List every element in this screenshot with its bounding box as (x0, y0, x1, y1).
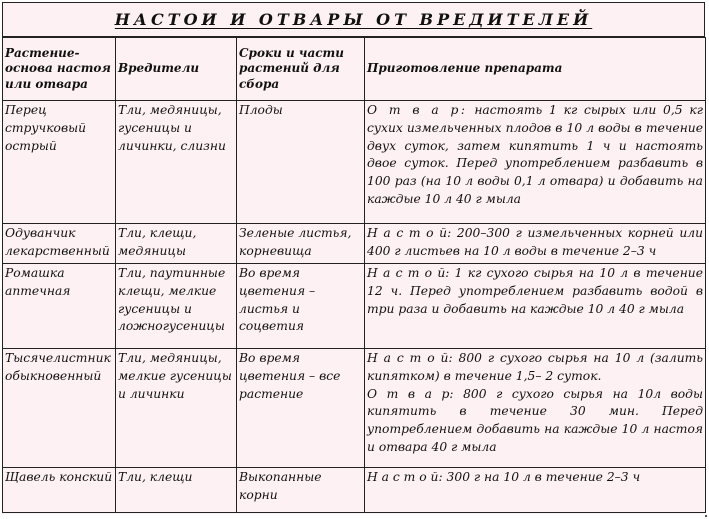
cell-pests: Тли, паутинные клещи, мелкие гусеницы и ложногусеницы (116, 264, 237, 349)
cell-preparation (365, 264, 706, 349)
cell-pests: Тли, клещи (116, 468, 237, 513)
cell-harvest: Во время цветения – листья и соцветия (237, 264, 365, 349)
corner-mark (705, 515, 707, 517)
prep-text: настоять 1 кг сырых или 0,5 кг сухих измельченных плодов в 10 л воды в течение двух суток, затем кипятить 1 ч и настоять двое суток. Перед употреблением разбавить в 100 раз (на 10 л воды 0,1 л отвара) и добавить на каждые 10 л 40 г мыла (367, 103, 703, 206)
cell-plant: Перец стручковый острый (3, 101, 116, 224)
prep-text: 800 г сухого сырья на 10 л (залить кипятком) в течение 1,5– 2 суток. (367, 351, 703, 383)
cell-plant: Щавель конский (3, 468, 116, 513)
prep-text: 200–300 г измельченных корней или 400 г листьев на 10 л воды в течение 2–3 ч (367, 226, 703, 258)
page-title: НАСТОИ И ОТВАРЫ ОТ ВРЕДИТЕЛЕЙ (114, 10, 593, 29)
cell-plant: Тысячелистник обыкновенный (3, 349, 116, 468)
prep-label: Н а с т о й: (367, 470, 443, 484)
table-header-row (3, 38, 706, 101)
prep-text-2: 800 г сухого сырья на 10л воды кипятить в течение 30 мин. Перед употреблением добавить на каждые 10 л настоя и отвара 40 г мыла (367, 386, 703, 454)
title-box (2, 2, 705, 37)
cell-preparation (365, 468, 706, 513)
column-header-harvest: Сроки и части растений для сбора (237, 38, 365, 101)
table-row (3, 468, 706, 513)
prep-label: Н а с т о й: (367, 226, 452, 240)
cell-preparation (365, 224, 706, 264)
cell-harvest: Плоды (237, 101, 365, 224)
cell-harvest: Зеленые листья, корневища (237, 224, 365, 264)
cell-pests: Тли, медяницы, мелкие гусеницы и личинки (116, 349, 237, 468)
document-page (2, 2, 705, 514)
column-header-plant: Растение-основа настоя или отвара (3, 38, 116, 101)
cell-preparation (365, 349, 706, 468)
prep-label: Н а с т о й: (367, 266, 450, 280)
cell-pests: Тли, медяницы, гусеницы и личинки, слизни (116, 101, 237, 224)
prep-text: 1 кг сухого сырья на 10 л в течение 12 ч. Перед употреблением разбавить водой в три раза и добавить на каждые 10 л 40 г мыла (367, 266, 703, 316)
cell-harvest: Во время цветения – все растение (237, 349, 365, 468)
prep-text: 300 г на 10 л в течение 2–3 ч (446, 470, 641, 484)
cell-pests: Тли, клещи, медяницы (116, 224, 237, 264)
cell-preparation (365, 101, 706, 224)
cell-plant: Одуванчик лекарственный (3, 224, 116, 264)
cell-harvest: Выкопанные корни (237, 468, 365, 513)
column-header-pests: Вредители (116, 38, 237, 101)
column-header-preparation: Приготовление препарата (365, 38, 706, 101)
table-row (3, 264, 706, 349)
pest-remedies-table (2, 37, 706, 513)
prep-label-2: О т в а р: (367, 386, 454, 401)
prep-label: О т в а р: (367, 103, 468, 117)
table-row (3, 101, 706, 224)
table-row (3, 349, 706, 468)
prep-label: Н а с т о й: (367, 351, 453, 365)
cell-plant: Ромашка аптечная (3, 264, 116, 349)
table-row (3, 224, 706, 264)
